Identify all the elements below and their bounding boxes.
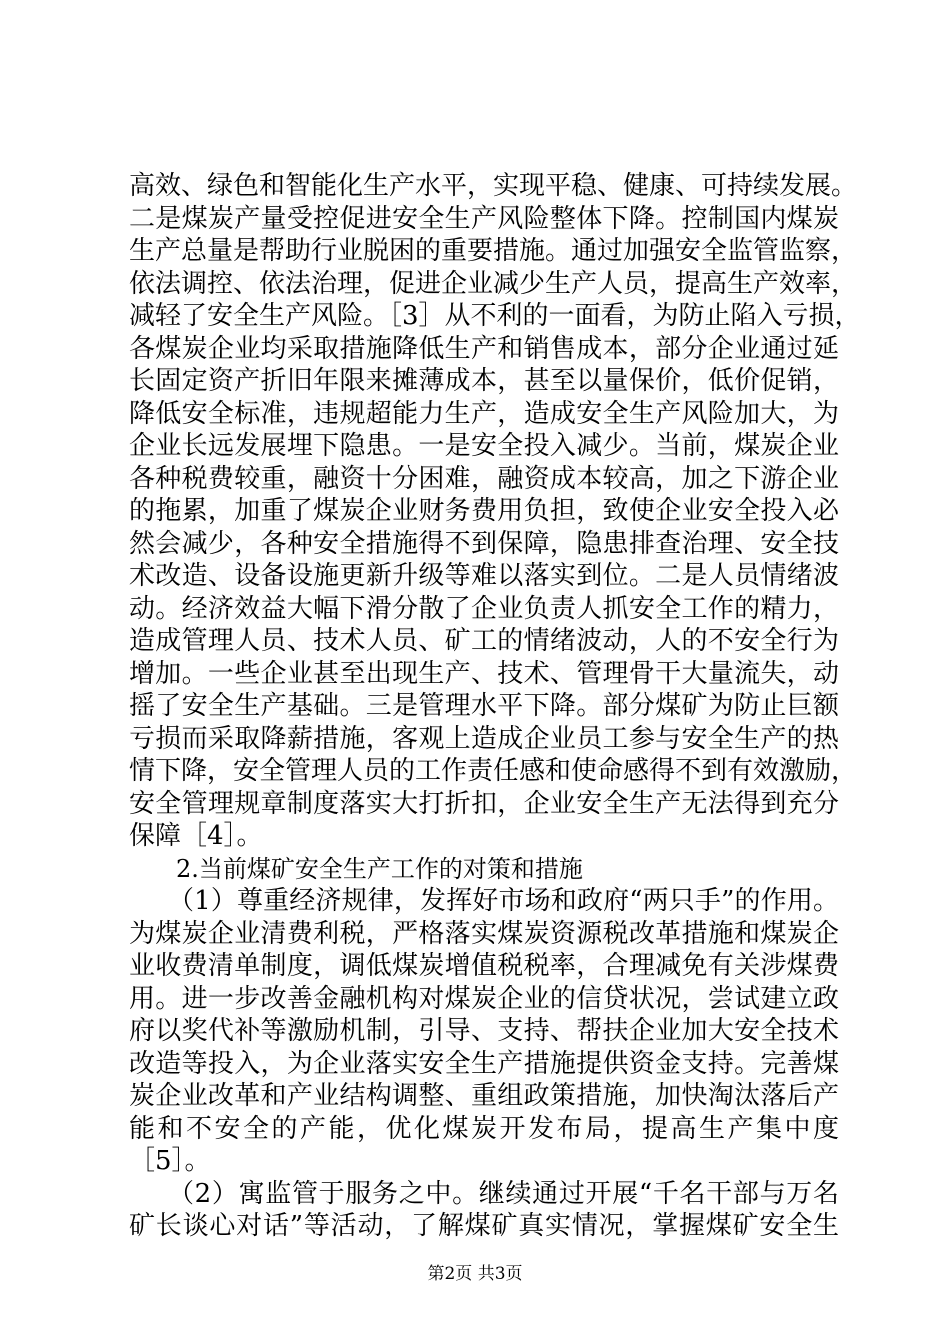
body-text-line: 造成管理人员、技术人员、矿工的情绪波动，人的不安全行为 bbox=[129, 626, 839, 656]
body-text-line: 依法调控、依法治理，促进企业减少生产人员，提高生产效率， bbox=[129, 268, 858, 299]
body-text-line: 府以奖代补等激励机制，引导、支持、帮扶企业加大安全技术 bbox=[129, 1016, 839, 1046]
body-text-line: 用。进一步改善金融机构对煤炭企业的信贷状况，尝试建立政 bbox=[129, 983, 839, 1014]
body-text-line: 术改造、设备设施更新升级等难以落实到位。二是人员情绪波 bbox=[129, 561, 839, 591]
body-text-line: ［5］。 bbox=[129, 1146, 211, 1176]
body-text-line: 矿长谈心对话”等活动，了解煤矿真实情况，掌握煤矿安全生 bbox=[129, 1211, 839, 1241]
body-text-line: 减轻了安全生产风险。［3］从不利的一面看，为防止陷入亏损， bbox=[129, 301, 861, 331]
section-heading: 2.当前煤矿安全生产工作的对策和措施 bbox=[176, 854, 583, 883]
body-text-line: 高效、绿色和智能化生产水平，实现平稳、健康、可持续发展。 bbox=[129, 171, 858, 201]
body-text-line: （2）寓监管于服务之中。继续通过开展“千名干部与万名 bbox=[168, 1178, 839, 1209]
body-text-line: 业收费清单制度，调低煤炭增值税税率，合理减免有关涉煤费 bbox=[129, 951, 839, 981]
body-text-line: 降低安全标准，违规超能力生产，造成安全生产风险加大，为 bbox=[129, 398, 839, 429]
body-text-line: 动。经济效益大幅下滑分散了企业负责人抓安全工作的精力， bbox=[129, 593, 839, 624]
body-text-line: 各种税费较重，融资十分困难，融资成本较高，加之下游企业 bbox=[129, 463, 839, 494]
body-text-line: 各煤炭企业均采取措施降低生产和销售成本，部分企业通过延 bbox=[129, 333, 839, 364]
body-text-line: 生产总量是帮助行业脱困的重要措施。通过加强安全监管监察， bbox=[129, 236, 858, 266]
body-text-line: 二是煤炭产量受控促进安全生产风险整体下降。控制国内煤炭 bbox=[129, 203, 839, 234]
body-text-line: （1）尊重经济规律，发挥好市场和政府“两只手”的作用。 bbox=[168, 886, 839, 916]
body-text-line: 然会减少，各种安全措施得不到保障，隐患排查治理、安全技 bbox=[129, 528, 839, 559]
body-text-line: 安全管理规章制度落实大打折扣，企业安全生产无法得到充分 bbox=[129, 788, 839, 819]
body-text-line: 企业长远发展埋下隐患。一是安全投入减少。当前，煤炭企业 bbox=[129, 431, 839, 461]
body-text-line: 增加。一些企业甚至出现生产、技术、管理骨干大量流失，动 bbox=[129, 658, 839, 689]
body-text-line: 亏损而采取降薪措施，客观上造成企业员工参与安全生产的热 bbox=[129, 723, 839, 754]
body-text-line: 情下降，安全管理人员的工作责任感和使命感得不到有效激励， bbox=[129, 756, 858, 786]
page-number-footer: 第2页 共3页 bbox=[427, 1264, 523, 1284]
body-text-line: 能和不安全的产能，优化煤炭开发布局，提高生产集中度 bbox=[129, 1113, 839, 1144]
body-text-line: 的拖累，加重了煤炭企业财务费用负担，致使企业安全投入必 bbox=[129, 496, 839, 526]
body-text-line: 为煤炭企业清费利税，严格落实煤炭资源税改革措施和煤炭企 bbox=[129, 918, 839, 949]
body-text-line: 炭企业改革和产业结构调整、重组政策措施，加快淘汰落后产 bbox=[129, 1081, 839, 1111]
body-text-line: 改造等投入，为企业落实安全生产措施提供资金支持。完善煤 bbox=[129, 1048, 839, 1079]
body-text-line: 保障［4］。 bbox=[129, 821, 263, 851]
body-text-line: 摇了安全生产基础。三是管理水平下降。部分煤矿为防止巨额 bbox=[129, 691, 839, 721]
body-text-line: 长固定资产折旧年限来摊薄成本，甚至以量保价，低价促销， bbox=[129, 366, 839, 396]
